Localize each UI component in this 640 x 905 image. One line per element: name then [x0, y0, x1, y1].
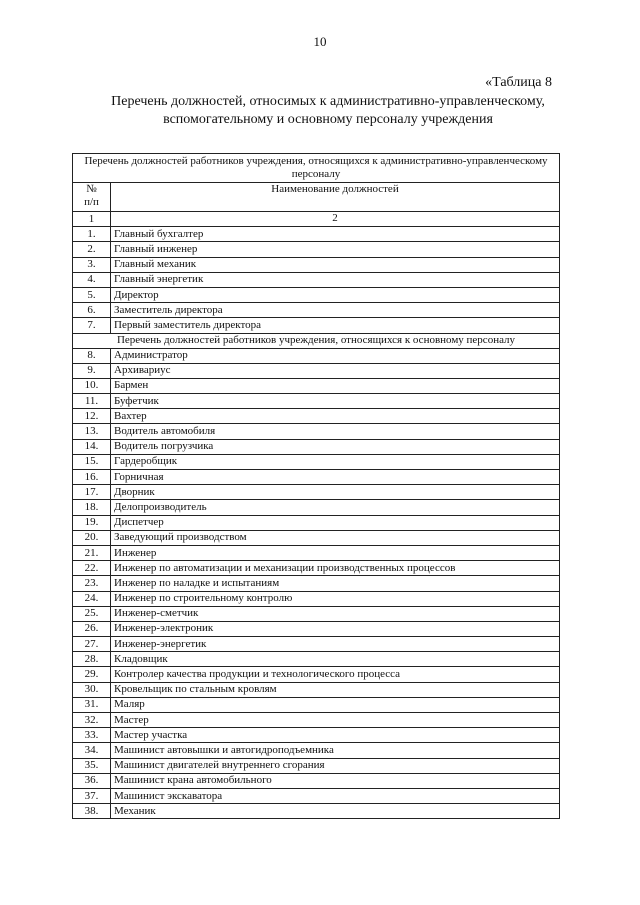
header-col-2: 2 — [111, 212, 560, 227]
position-name: Машинист двигателей внутреннего сгорания — [111, 758, 560, 773]
table-row — [73, 378, 560, 393]
header-col-1: 1 — [73, 212, 111, 227]
table-row — [73, 470, 560, 485]
position-name: Гардеробщик — [111, 454, 560, 469]
table-row — [73, 545, 560, 560]
position-name: Инженер-энергетик — [111, 637, 560, 652]
positions-table — [72, 153, 560, 819]
row-number: 12. — [73, 409, 111, 424]
position-name: Инженер по наладке и испытаниям — [111, 576, 560, 591]
position-name: Инженер-сметчик — [111, 606, 560, 621]
table-row — [73, 287, 560, 302]
table-row — [73, 424, 560, 439]
position-name: Диспетчер — [111, 515, 560, 530]
position-name: Инженер — [111, 545, 560, 560]
position-name: Буфетчик — [111, 394, 560, 409]
row-number: 31. — [73, 697, 111, 712]
position-name: Заведующий производством — [111, 530, 560, 545]
position-name: Инженер по строительному контролю — [111, 591, 560, 606]
header-num-cell — [73, 183, 111, 212]
row-number: 21. — [73, 545, 111, 560]
table-row — [73, 348, 560, 363]
table-row — [73, 257, 560, 272]
row-number: 5. — [73, 287, 111, 302]
row-number: 9. — [73, 363, 111, 378]
table-row — [73, 439, 560, 454]
table-row — [73, 394, 560, 409]
row-number: 26. — [73, 621, 111, 636]
page-number: 10 — [313, 34, 327, 49]
row-number: 24. — [73, 591, 111, 606]
table-row — [73, 652, 560, 667]
position-name: Горничная — [111, 470, 560, 485]
table-row — [73, 515, 560, 530]
position-name: Кровельщик по стальным кровлям — [111, 682, 560, 697]
table-row — [73, 318, 560, 333]
row-number: 25. — [73, 606, 111, 621]
row-number: 16. — [73, 470, 111, 485]
table-row — [73, 576, 560, 591]
table-row — [73, 697, 560, 712]
position-name: Заместитель директора — [111, 303, 560, 318]
table-row — [73, 667, 560, 682]
row-number: 11. — [73, 394, 111, 409]
row-number: 23. — [73, 576, 111, 591]
table-row — [73, 758, 560, 773]
row-number: 32. — [73, 713, 111, 728]
row-number: 15. — [73, 454, 111, 469]
section-header-admin: Перечень должностей работников учреждения, относящихся к административно-управленческому персоналу — [73, 154, 560, 183]
table-label: «Таблица 8 — [485, 75, 552, 90]
table-row — [73, 621, 560, 636]
row-number: 1. — [73, 227, 111, 242]
row-number: 2. — [73, 242, 111, 257]
position-name: Архивариус — [111, 363, 560, 378]
position-name: Главный бухгалтер — [111, 227, 560, 242]
row-number: 33. — [73, 728, 111, 743]
table-row — [73, 606, 560, 621]
table-row — [73, 728, 560, 743]
title-line-1: Перечень должностей, относимых к административно-управленческому, — [111, 94, 545, 109]
row-number: 17. — [73, 485, 111, 500]
row-number: 19. — [73, 515, 111, 530]
table-row — [73, 561, 560, 576]
row-number: 27. — [73, 637, 111, 652]
position-name: Мастер участка — [111, 728, 560, 743]
table-row — [73, 409, 560, 424]
position-name: Дворник — [111, 485, 560, 500]
row-number: 30. — [73, 682, 111, 697]
position-name: Машинист крана автомобильного — [111, 773, 560, 788]
table-row — [73, 637, 560, 652]
table-row — [73, 227, 560, 242]
position-name: Мастер — [111, 713, 560, 728]
table-row — [73, 454, 560, 469]
position-name: Вахтер — [111, 409, 560, 424]
header-num-abbr: п/п — [84, 196, 99, 208]
row-number: 36. — [73, 773, 111, 788]
position-name: Главный инженер — [111, 242, 560, 257]
position-name: Главный механик — [111, 257, 560, 272]
row-number: 14. — [73, 439, 111, 454]
position-name: Администратор — [111, 348, 560, 363]
row-number: 8. — [73, 348, 111, 363]
table-row — [73, 242, 560, 257]
row-number: 13. — [73, 424, 111, 439]
position-name: Бармен — [111, 378, 560, 393]
table-row — [73, 363, 560, 378]
position-name: Водитель автомобиля — [111, 424, 560, 439]
position-name: Механик — [111, 804, 560, 819]
position-name: Кладовщик — [111, 652, 560, 667]
table-row — [73, 788, 560, 803]
row-number: 34. — [73, 743, 111, 758]
header-num-sign: № — [86, 183, 97, 195]
row-number: 28. — [73, 652, 111, 667]
table-row — [73, 500, 560, 515]
header-name: Наименование должностей — [111, 183, 560, 212]
table-row — [73, 485, 560, 500]
document-title — [60, 93, 596, 129]
position-name: Машинист экскаватора — [111, 788, 560, 803]
row-number: 20. — [73, 530, 111, 545]
table-row — [73, 743, 560, 758]
row-number: 35. — [73, 758, 111, 773]
position-name: Маляр — [111, 697, 560, 712]
position-name: Инженер-электроник — [111, 621, 560, 636]
position-name: Контролер качества продукции и технологического процесса — [111, 667, 560, 682]
position-name: Делопроизводитель — [111, 500, 560, 515]
row-number: 22. — [73, 561, 111, 576]
table-row — [73, 591, 560, 606]
row-number: 29. — [73, 667, 111, 682]
position-name: Главный энергетик — [111, 272, 560, 287]
title-line-2: вспомогательному и основному персоналу учреждения — [163, 112, 493, 127]
table-row — [73, 272, 560, 287]
row-number: 7. — [73, 318, 111, 333]
section-header-main: Перечень должностей работников учреждения, относящихся к основному персоналу — [73, 333, 560, 348]
table-row — [73, 530, 560, 545]
position-name: Водитель погрузчика — [111, 439, 560, 454]
row-number: 10. — [73, 378, 111, 393]
position-name: Инженер по автоматизации и механизации производственных процессов — [111, 561, 560, 576]
row-number: 38. — [73, 804, 111, 819]
table-row — [73, 303, 560, 318]
position-name: Машинист автовышки и автогидроподъемника — [111, 743, 560, 758]
position-name: Первый заместитель директора — [111, 318, 560, 333]
table-row — [73, 713, 560, 728]
row-number: 6. — [73, 303, 111, 318]
row-number: 18. — [73, 500, 111, 515]
table-row — [73, 682, 560, 697]
position-name: Директор — [111, 287, 560, 302]
row-number: 37. — [73, 788, 111, 803]
table-row — [73, 773, 560, 788]
row-number: 4. — [73, 272, 111, 287]
row-number: 3. — [73, 257, 111, 272]
table-row — [73, 804, 560, 819]
